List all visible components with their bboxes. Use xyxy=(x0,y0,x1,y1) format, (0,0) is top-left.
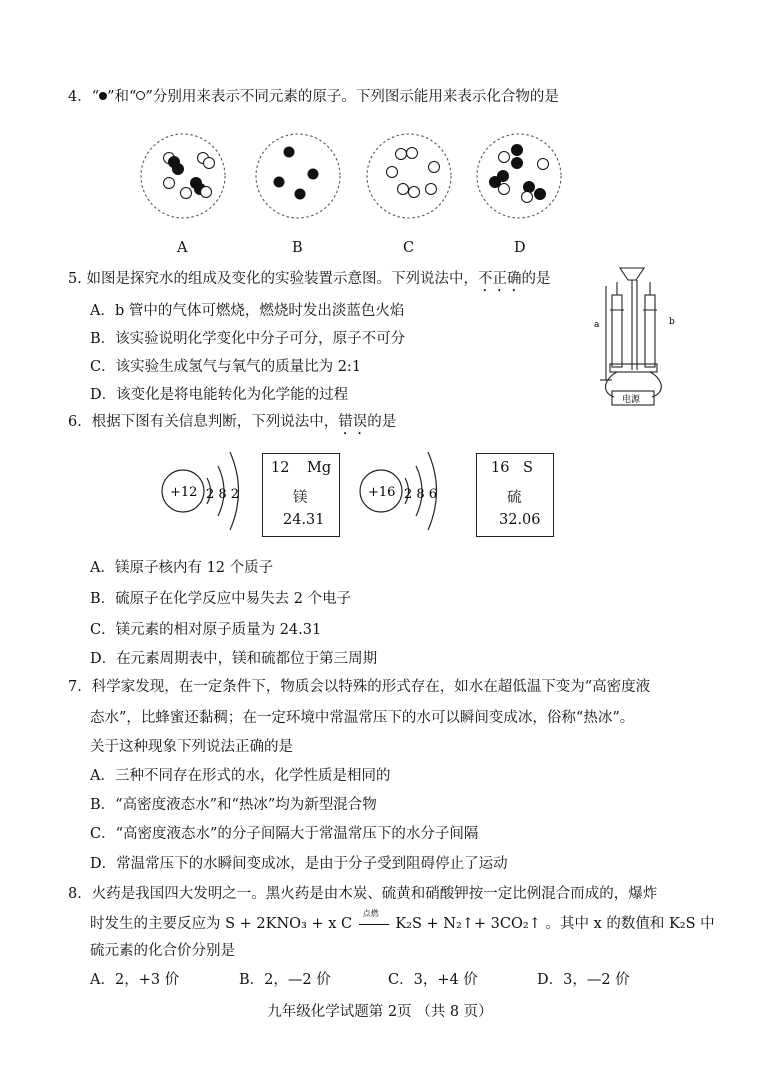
q5-option-a: A．b 管中的气体可燃烧，燃烧时发出淡蓝色火焰 xyxy=(90,303,405,319)
q5-emphasis: 不正确 xyxy=(477,271,522,287)
power-supply-label: 电源 xyxy=(622,395,641,405)
s-shell-electrons: 2 8 6 xyxy=(404,487,438,502)
diagram-a-label: A xyxy=(177,240,188,256)
q8-option-d: D．3，—2 价 xyxy=(537,972,630,988)
q5-option-d: D．该变化是将电能转化为化学能的过程 xyxy=(90,387,349,403)
q6-option-a: A．镁原子核内有 12 个质子 xyxy=(90,560,274,576)
apparatus-label-a: a xyxy=(594,320,600,330)
q7-option-a: A．三种不同存在形式的水，化学性质是相同的 xyxy=(90,768,391,784)
page-footer: 九年级化学试题第 2页 （共 8 页） xyxy=(267,1004,493,1020)
s-nucleus-charge: +16 xyxy=(368,485,396,500)
q8-stem-line1: 8．火药是我国四大发明之一。黑火药是由木炭、硫黄和硝酸钾按一定比例混合而成的，爆炸 xyxy=(68,886,658,902)
q6-option-b: B．硫原子在化学反应中易失去 2 个电子 xyxy=(90,591,352,607)
q5-stem: 5. 如图是探究水的组成及变化的实验装置示意图。下列说法中，不正确的是 xyxy=(68,271,551,287)
q7-option-d: D．常温常压下的水瞬间变成冰，是由于分子受到阻碍停止了运动 xyxy=(90,856,508,872)
q5-option-b: B．该实验说明化学变化中分子可分，原子不可分 xyxy=(90,331,406,347)
mg-shell-electrons: 2 8 2 xyxy=(206,487,240,502)
s-chinese-name: 硫 xyxy=(507,490,522,506)
mg-atomic-mass: 24.31 xyxy=(283,512,325,528)
q8-stem-line3: 硫元素的化合价分别是 xyxy=(90,943,235,959)
q5-option-c: C．该实验生成氢气与氧气的质量比为 2:1 xyxy=(90,359,362,375)
diagram-c-label: C xyxy=(403,240,415,256)
q7-stem-line2: 态水”，比蜂蜜还黏稠；在一定环境中常温常压下的水可以瞬间变成冰，俗称“热冰”。 xyxy=(90,710,635,726)
mg-symbol: Mg xyxy=(307,460,332,476)
q8-stem-line2: 时发生的主要反应为 S + 2KNO₃ + x C 点燃 K₂S + N₂↑+ 3CO₂↑ 。其中 x 的数值和 K₂S 中 xyxy=(90,909,715,932)
mg-atomic-number: 12 xyxy=(271,460,290,476)
q8-option-c: C．3，+4 价 xyxy=(388,972,478,988)
s-atomic-number: 16 xyxy=(491,460,510,476)
q6-emphasis: 错误 xyxy=(338,414,368,430)
q7-option-c: C．“高密度液态水”的分子间隔大于常温常压下的水分子间隔 xyxy=(90,826,479,842)
q6-option-c: C．镁元素的相对原子质量为 24.31 xyxy=(90,622,322,638)
q8-option-a: A．2，+3 价 xyxy=(90,972,180,988)
s-element-card xyxy=(476,453,554,537)
q7-option-b: B．“高密度液态水”和“热冰”均为新型混合物 xyxy=(90,797,377,813)
q6-stem: 6．根据下图有关信息判断，下列说法中，错误的是 xyxy=(68,414,397,430)
s-symbol: S xyxy=(523,460,533,476)
q4-stem: 4．“ ”和“ ”分别用来表示不同元素的原子。下列图示能用来表示化合物的是 xyxy=(68,89,559,105)
q6-option-d: D．在元素周期表中，镁和硫都位于第三周期 xyxy=(90,651,378,667)
q7-stem-line1: 7．科学家发现，在一定条件下，物质会以特殊的形式存在，如水在超低温下变为“高密度液 xyxy=(68,679,651,695)
mg-nucleus-charge: +12 xyxy=(170,485,198,500)
reaction-condition: 点燃 xyxy=(362,909,379,918)
s-atomic-mass: 32.06 xyxy=(499,512,541,528)
diagram-d-label: D xyxy=(514,240,526,256)
mg-chinese-name: 镁 xyxy=(293,490,308,506)
q7-stem-line3: 关于这种现象下列说法正确的是 xyxy=(90,739,293,755)
diagram-b-label: B xyxy=(292,240,303,256)
mg-element-card xyxy=(262,453,340,537)
reaction-arrow xyxy=(357,909,391,931)
q8-option-b: B．2，—2 价 xyxy=(239,972,331,988)
apparatus-label-b: b xyxy=(669,317,675,327)
